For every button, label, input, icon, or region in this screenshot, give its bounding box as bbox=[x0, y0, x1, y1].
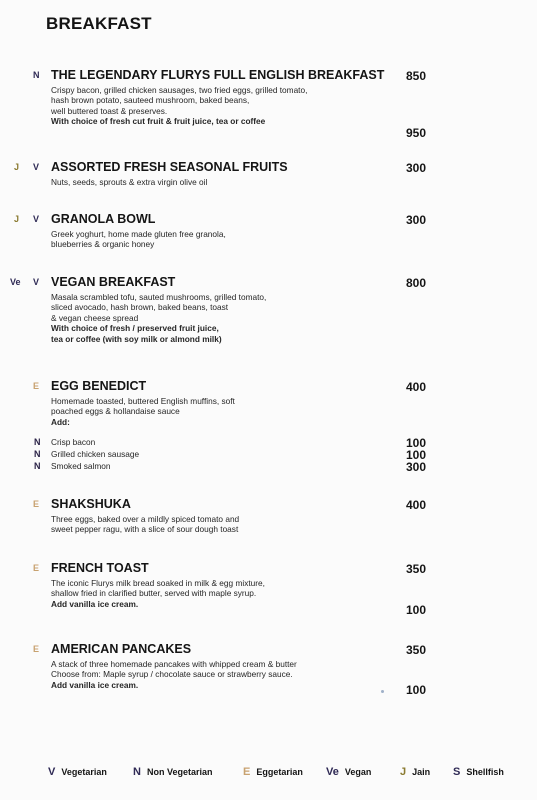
description-line: hash brown potato, sauteed mushroom, baked beans, bbox=[51, 95, 250, 106]
legend-label: Jain bbox=[412, 767, 431, 777]
description-line: Crispy bacon, grilled chicken sausages, two fried eggs, grilled tomato, bbox=[51, 85, 308, 95]
description-line: shallow fried in clarified butter, served with maple syrup. bbox=[51, 588, 257, 599]
description-line: Greek yoghurt, home made gluten free granola, bbox=[51, 229, 226, 239]
description-option: With choice of fresh / preserved fruit juice, bbox=[51, 323, 219, 334]
legend-label: Vegan bbox=[344, 767, 372, 777]
item-price: 800 bbox=[406, 276, 427, 290]
item-price: 350 bbox=[406, 562, 427, 576]
item-name: GRANOLA BOWL bbox=[51, 212, 156, 226]
description-line: sliced avocado, hash brown, baked beans, toast bbox=[51, 302, 229, 313]
description-line: Three eggs, baked over a mildly spiced tomato and bbox=[51, 514, 240, 524]
legend-symbol: V bbox=[48, 766, 56, 778]
item-description bbox=[51, 85, 307, 127]
addon-price: 300 bbox=[406, 460, 427, 474]
diet-tag: E bbox=[33, 381, 40, 391]
legend-entry bbox=[326, 766, 371, 778]
description-option: Add vanilla ice cream. bbox=[51, 679, 139, 690]
addon-price: 100 bbox=[406, 436, 427, 450]
legend-symbol: N bbox=[133, 766, 141, 778]
diet-tag: E bbox=[33, 563, 40, 573]
description-option: Add: bbox=[51, 416, 70, 427]
item-description bbox=[51, 659, 297, 690]
legend-symbol: S bbox=[453, 766, 461, 778]
diet-tag: V bbox=[33, 162, 40, 172]
item-price: 300 bbox=[406, 213, 427, 227]
addon-label: Crisp bacon bbox=[51, 437, 96, 447]
legend-entry bbox=[133, 766, 212, 778]
item-description bbox=[51, 177, 207, 187]
item-price: 350 bbox=[406, 643, 427, 657]
legend-label: Eggetarian bbox=[256, 767, 303, 777]
description-line: poached eggs & hollandaise sauce bbox=[51, 406, 180, 417]
addon-diet-tag: N bbox=[34, 437, 41, 447]
description-line: & vegan cheese spread bbox=[51, 312, 139, 323]
description-line: Choose from: Maple syrup / chocolate sauce or strawberry sauce. bbox=[51, 669, 293, 680]
item-name: THE LEGENDARY FLURYS FULL ENGLISH BREAKFAST bbox=[51, 68, 385, 82]
item-name: ASSORTED FRESH SEASONAL FRUITS bbox=[51, 160, 288, 174]
legend-symbol: Ve bbox=[326, 766, 339, 778]
item-name: AMERICAN PANCAKES bbox=[51, 642, 192, 656]
legend-entry bbox=[48, 766, 107, 778]
item-price: 400 bbox=[406, 498, 427, 512]
item-price: 850 bbox=[406, 69, 427, 83]
item-description bbox=[51, 292, 266, 344]
item-name: VEGAN BREAKFAST bbox=[51, 275, 176, 289]
description-line: well buttered toast & preserves. bbox=[51, 105, 168, 116]
addon-label: Grilled chicken sausage bbox=[51, 449, 140, 459]
item-name: FRENCH TOAST bbox=[51, 561, 149, 575]
dietary-legend bbox=[0, 766, 537, 780]
legend-symbol: E bbox=[243, 766, 251, 778]
description-line: A stack of three homemade pancakes with whipped cream & butter bbox=[51, 659, 297, 669]
description-line: Homemade toasted, buttered English muffins, soft bbox=[51, 396, 235, 406]
item-description bbox=[51, 514, 239, 535]
addon-label: Smoked salmon bbox=[51, 461, 111, 471]
legend-entry bbox=[243, 766, 303, 778]
addon-price: 950 bbox=[406, 126, 427, 140]
item-description bbox=[51, 229, 226, 250]
addon-diet-tag: N bbox=[34, 461, 41, 471]
legend-entry bbox=[400, 766, 430, 778]
description-option: Add vanilla ice cream. bbox=[51, 598, 139, 609]
description-option: tea or coffee (with soy milk or almond milk) bbox=[51, 333, 222, 344]
addon-diet-tag: N bbox=[34, 449, 41, 459]
description-line: blueberries & organic honey bbox=[51, 239, 155, 250]
stray-dot bbox=[381, 690, 384, 693]
legend-label: Shellfish bbox=[466, 767, 504, 777]
item-description bbox=[51, 578, 265, 609]
item-name: SHAKSHUKA bbox=[51, 497, 131, 511]
diet-tag: E bbox=[33, 644, 40, 654]
addon-price: 100 bbox=[406, 603, 427, 617]
description-option: With choice of fresh cut fruit & fruit juice, tea or coffee bbox=[51, 116, 266, 127]
addon-price: 100 bbox=[406, 683, 427, 697]
description-line: Masala scrambled tofu, sauted mushrooms, grilled tomato, bbox=[51, 292, 267, 302]
diet-tag: J bbox=[14, 162, 20, 172]
item-description bbox=[51, 396, 235, 427]
diet-tag: V bbox=[33, 214, 40, 224]
description-line: The iconic Flurys milk bread soaked in milk & egg mixture, bbox=[51, 578, 265, 588]
diet-tag: E bbox=[33, 499, 40, 509]
legend-symbol: J bbox=[400, 766, 407, 778]
diet-tag: Ve bbox=[10, 277, 21, 287]
diet-tag: J bbox=[14, 214, 20, 224]
diet-tag: V bbox=[33, 277, 40, 287]
page-title: BREAKFAST bbox=[46, 14, 152, 33]
legend-entry bbox=[453, 766, 504, 778]
item-price: 300 bbox=[406, 161, 427, 175]
diet-tag: N bbox=[33, 70, 40, 80]
item-price: 400 bbox=[406, 380, 427, 394]
description-line: sweet pepper ragu, with a slice of sour dough toast bbox=[51, 524, 239, 535]
description-line: Nuts, seeds, sprouts & extra virgin olive oil bbox=[51, 177, 208, 187]
legend-label: Non Vegetarian bbox=[146, 767, 213, 777]
legend-label: Vegetarian bbox=[61, 767, 107, 777]
addon-price: 100 bbox=[406, 448, 427, 462]
item-name: EGG BENEDICT bbox=[51, 379, 147, 393]
